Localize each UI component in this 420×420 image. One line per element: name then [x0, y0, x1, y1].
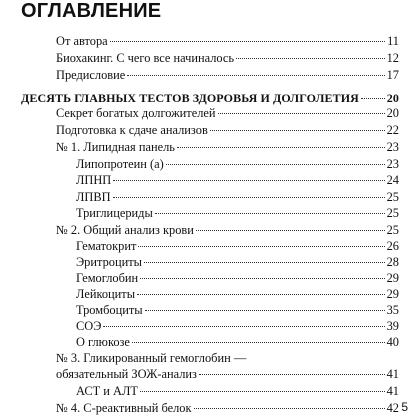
toc-entry-page: 39: [386, 319, 399, 333]
dot-leader: [140, 278, 384, 279]
toc-entry-page: 23: [386, 140, 399, 154]
toc-entry-label: Секрет богатых долгожителей: [56, 106, 216, 120]
toc-entry: [56, 33, 399, 49]
toc-entry-label: О глюкозе: [76, 335, 130, 349]
toc-entry-label: Предисловие: [56, 68, 126, 82]
dot-leader: [166, 164, 385, 165]
dot-leader: [361, 98, 385, 99]
toc-entry-label: Эритроциты: [76, 255, 142, 269]
toc-entry-label: Липопротеин (а): [76, 157, 164, 171]
toc-entry-page: 40: [386, 335, 399, 349]
toc-entry-label: № 4. С-реактивный белок: [56, 401, 192, 415]
toc-entry-label: Подготовка к сдаче анализов: [56, 123, 208, 137]
toc-entry-page: 35: [386, 303, 399, 317]
toc-entry-label: СОЭ: [76, 319, 102, 333]
toc-entry: [56, 222, 399, 238]
toc-entry: [56, 400, 399, 416]
toc-entry-page: 29: [386, 287, 399, 301]
toc-entry-page: 26: [386, 239, 399, 253]
dot-leader: [132, 342, 385, 343]
toc-entry-label: ЛПВП: [76, 190, 111, 204]
dot-leader: [113, 180, 384, 181]
toc-entry: [76, 238, 399, 254]
toc-entry-page: 41: [386, 367, 399, 381]
dot-leader: [199, 374, 385, 375]
toc-entry: [76, 156, 399, 172]
toc-entry: [76, 205, 399, 221]
toc-entry: [76, 270, 399, 286]
toc-entry-page: 22: [386, 123, 399, 137]
dot-leader: [145, 310, 385, 311]
toc-entry-page: 42: [386, 401, 399, 415]
toc-entry-label: Биохакинг. С чего все начиналось: [56, 51, 235, 65]
toc-entry-label: Лейкоциты: [76, 287, 136, 301]
dot-leader: [194, 408, 385, 409]
toc-entry-page: 25: [386, 190, 399, 204]
toc-entry-page: 12: [386, 51, 399, 65]
toc-entry-label: ЛПНП: [76, 173, 112, 187]
toc-entry-label: ДЕСЯТЬ ГЛАВНЫХ ТЕСТОВ ЗДОРОВЬЯ И ДОЛГОЛЕТИЯ: [21, 91, 359, 105]
toc-entry-page: 25: [386, 223, 399, 237]
dot-leader: [140, 391, 385, 392]
dot-leader: [110, 41, 385, 42]
toc-entry-label: № 1. Липидная панель: [56, 140, 175, 154]
toc-entry-page: 29: [386, 271, 399, 285]
dot-leader: [113, 197, 385, 198]
toc-entry-label: От автора: [56, 34, 108, 48]
toc-entry: [76, 189, 399, 205]
toc-entry-label: АСТ и АЛТ: [76, 384, 138, 398]
toc-entry-page: 41: [386, 384, 399, 398]
toc-entry: [56, 139, 399, 155]
dot-leader: [218, 113, 385, 114]
toc-entry-page: 17: [386, 68, 399, 82]
toc-entry: [56, 105, 399, 121]
toc-entry: [76, 334, 399, 350]
toc-entry-page: 28: [386, 255, 399, 269]
toc-entry-label: № 2. Общий анализ крови: [56, 223, 194, 237]
toc-entry-label: Гемоглобин: [76, 271, 139, 285]
toc-entry-label: обязательный ЗОЖ-анализ: [56, 367, 197, 381]
toc-entry-page: 11: [387, 34, 399, 48]
toc-entry-label: Триглицериды: [76, 206, 153, 220]
toc-entry: [76, 318, 399, 334]
toc-entry: [56, 50, 399, 66]
dot-leader: [103, 326, 384, 327]
page-title: ОГЛАВЛЕНИЕ: [21, 0, 162, 22]
toc-entry-label: Гематокрит: [76, 239, 137, 253]
toc-entry-page: 20: [386, 106, 399, 120]
dot-leader: [210, 130, 385, 131]
toc-entry: [56, 350, 246, 366]
toc-entry: [76, 383, 399, 399]
toc-entry-page: 23: [386, 157, 399, 171]
toc-entry-page: 20: [386, 91, 399, 105]
toc-entry: [76, 172, 399, 188]
toc-entry: [56, 67, 399, 83]
dot-leader: [177, 147, 385, 148]
toc-entry: [56, 366, 399, 382]
toc-entry-label: Тромбоциты: [76, 303, 143, 317]
dot-leader: [236, 58, 385, 59]
toc-entry-page: 24: [386, 173, 399, 187]
dot-leader: [127, 75, 384, 76]
toc-entry: [21, 90, 399, 106]
toc-entry-page: 25: [386, 206, 399, 220]
toc-entry: [76, 302, 399, 318]
toc-entry: [76, 254, 399, 270]
dot-leader: [138, 246, 384, 247]
toc-entry-label: № 3. Гликированный гемоглобин —: [56, 351, 247, 365]
page-number: 5: [401, 400, 408, 414]
toc-entry: [76, 286, 399, 302]
dot-leader: [144, 262, 385, 263]
toc-entry: [56, 122, 399, 138]
dot-leader: [155, 213, 385, 214]
dot-leader: [196, 230, 385, 231]
dot-leader: [137, 294, 385, 295]
